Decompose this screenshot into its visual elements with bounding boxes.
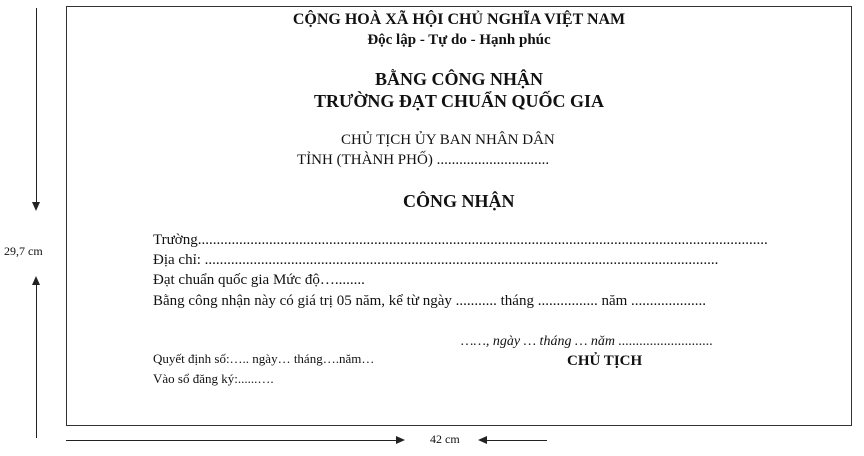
arrow-left-icon bbox=[478, 436, 487, 444]
height-dimension-line-bottom bbox=[36, 284, 37, 438]
certificate-title: BẰNG CÔNG NHẬN bbox=[374, 69, 543, 89]
country-heading: CỘNG HOÀ XÃ HỘI CHỦ NGHĨA VIỆT NAM bbox=[292, 11, 626, 28]
certificate-frame bbox=[66, 6, 852, 426]
certificate-subtitle: TRƯỜNG ĐẠT CHUẨN QUỐC GIA bbox=[313, 91, 604, 111]
validity-field: Bằng công nhận này có giá trị 05 năm, kể từ ngày ........... tháng ................ năm .................... bbox=[153, 293, 707, 309]
issuer-province: TỈNH (THÀNH PHỐ) .............................. bbox=[297, 152, 550, 168]
width-dimension-label: 42 cm bbox=[430, 432, 460, 446]
school-field: Trường........................................................................................................................................................ bbox=[153, 232, 768, 248]
recognition-heading: CÔNG NHẬN bbox=[403, 191, 515, 211]
height-dimension-line-top bbox=[36, 8, 37, 204]
signature-date: ……, ngày … tháng … năm ........................... bbox=[461, 334, 714, 349]
signer-title: CHỦ TỊCH bbox=[567, 353, 643, 369]
width-dimension-line-right bbox=[487, 440, 547, 441]
arrow-right-icon bbox=[396, 436, 405, 444]
register-number: Vào sổ đăng ký:......…. bbox=[153, 371, 274, 386]
level-field: Đạt chuẩn quốc gia Mức độ…........ bbox=[153, 272, 365, 288]
motto: Độc lập - Tự do - Hạnh phúc bbox=[367, 32, 551, 48]
issuer-title: CHỦ TỊCH ỦY BAN NHÂN DÂN bbox=[341, 132, 555, 148]
address-field: Địa chỉ: ......................................................................................................................................... bbox=[153, 252, 719, 268]
arrow-down-icon bbox=[32, 202, 40, 211]
decision-number: Quyết định số:….. ngày… tháng….năm… bbox=[153, 351, 375, 366]
width-dimension-line-left bbox=[66, 440, 396, 441]
height-dimension-label: 29,7 cm bbox=[4, 244, 43, 258]
